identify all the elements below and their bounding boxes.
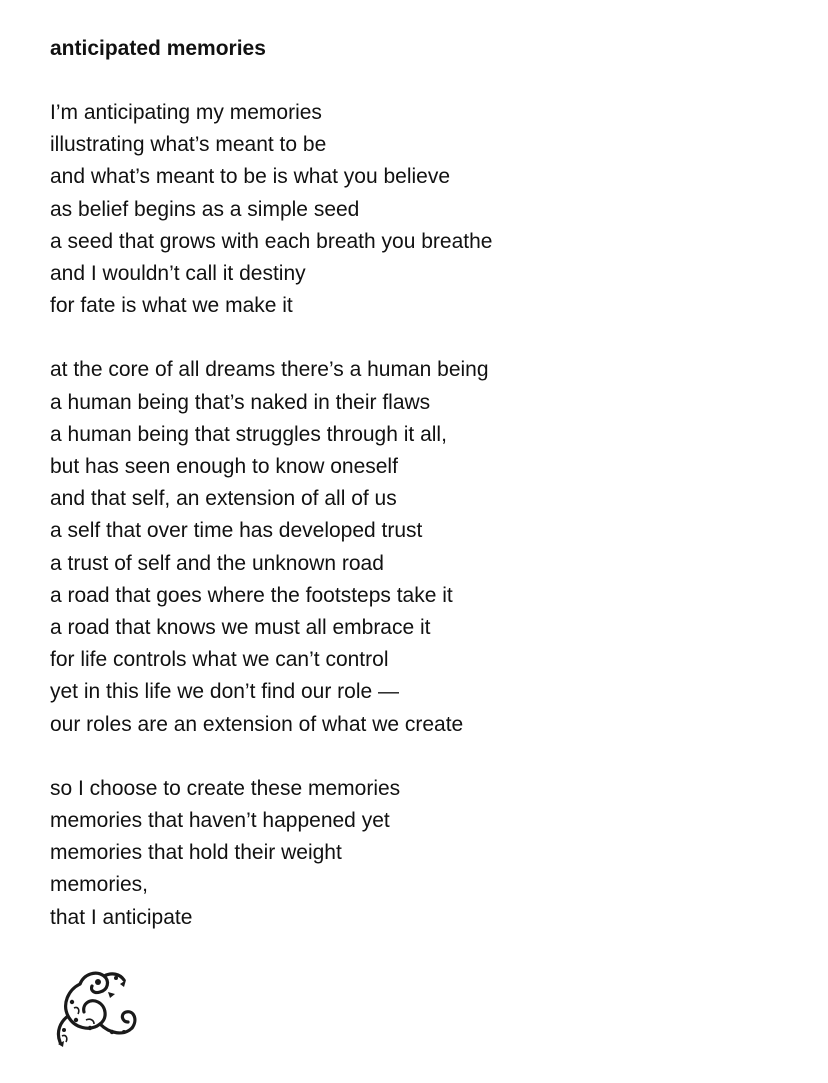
poem-line: our roles are an extension of what we create — [50, 712, 464, 736]
poem-line: a road that goes where the footsteps take it — [50, 583, 453, 607]
poem-line: at the core of all dreams there’s a human being — [50, 358, 489, 382]
stanza-2 — [50, 354, 790, 740]
stanza-3 — [50, 773, 790, 934]
poem-line: as belief begins as a simple seed — [50, 197, 360, 221]
poem-line: a self that over time has developed trust — [50, 519, 423, 543]
poem-line: memories, — [50, 873, 149, 897]
poem-line: memories that hold their weight — [50, 841, 342, 865]
poem-line: and that self, an extension of all of us — [50, 487, 397, 511]
stanza-1 — [50, 97, 790, 322]
poem-line: but has seen enough to know oneself — [50, 455, 398, 479]
poem-line: for life controls what we can’t control — [50, 648, 389, 672]
poem-title: anticipated memories — [50, 37, 266, 60]
poem-line: for fate is what we make it — [50, 294, 293, 318]
poem-line: so I choose to create these memories — [50, 776, 401, 800]
poem-line: that I anticipate — [50, 905, 193, 929]
poem-line: a trust of self and the unknown road — [50, 551, 384, 575]
poem-line: yet in this life we don’t find our role — — [50, 680, 400, 704]
poem-line: a human being that’s naked in their flaws — [50, 390, 431, 414]
poem-line: memories that haven’t happened yet — [50, 809, 390, 833]
poem-line: and I wouldn’t call it destiny — [50, 262, 306, 286]
poem-body — [50, 97, 790, 966]
poem-line: a road that knows we must all embrace it — [50, 616, 431, 640]
poem-line: I’m anticipating my memories — [50, 101, 322, 124]
dragon-emblem-icon — [50, 962, 142, 1052]
poem-line: a human being that struggles through it all, — [50, 422, 447, 446]
poem-line: and what’s meant to be is what you believe — [50, 165, 451, 189]
poem-line: a seed that grows with each breath you breathe — [50, 229, 493, 253]
poem-line: illustrating what’s meant to be — [50, 133, 327, 157]
